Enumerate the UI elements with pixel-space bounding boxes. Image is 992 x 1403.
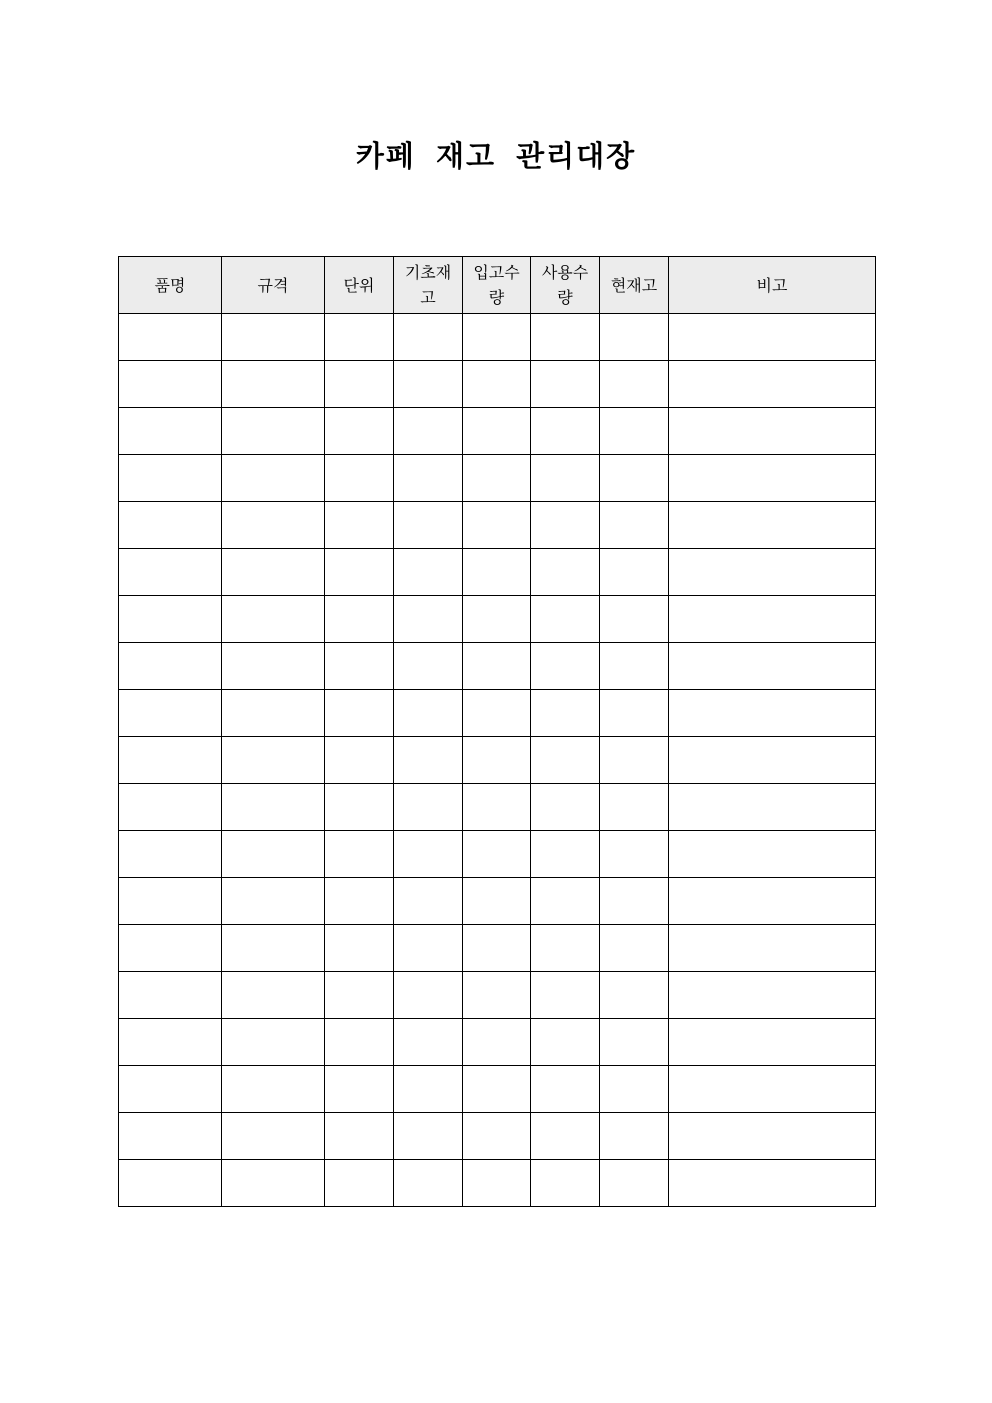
table-cell[interactable] <box>394 737 463 784</box>
table-cell[interactable] <box>669 314 876 361</box>
table-cell[interactable] <box>463 1019 531 1066</box>
table-cell[interactable] <box>669 925 876 972</box>
table-cell[interactable] <box>531 314 600 361</box>
table-cell[interactable] <box>222 314 325 361</box>
table-cell[interactable] <box>600 1019 669 1066</box>
table-cell[interactable] <box>222 596 325 643</box>
table-cell[interactable] <box>669 1066 876 1113</box>
table-cell[interactable] <box>325 1113 394 1160</box>
table-cell[interactable] <box>531 643 600 690</box>
table-cell[interactable] <box>531 502 600 549</box>
table-cell[interactable] <box>222 925 325 972</box>
table-cell[interactable] <box>600 502 669 549</box>
table-cell[interactable] <box>222 361 325 408</box>
table-cell[interactable] <box>119 1113 222 1160</box>
table-cell[interactable] <box>531 972 600 1019</box>
table-cell[interactable] <box>394 361 463 408</box>
table-cell[interactable] <box>669 549 876 596</box>
table-cell[interactable] <box>669 1019 876 1066</box>
table-row <box>119 1066 876 1113</box>
table-cell[interactable] <box>531 690 600 737</box>
table-cell[interactable] <box>325 1066 394 1113</box>
table-cell[interactable] <box>325 502 394 549</box>
table-cell[interactable] <box>669 1113 876 1160</box>
table-cell[interactable] <box>325 408 394 455</box>
table-cell[interactable] <box>325 737 394 784</box>
table-cell[interactable] <box>600 408 669 455</box>
table-cell[interactable] <box>119 455 222 502</box>
table-cell[interactable] <box>600 831 669 878</box>
table-cell[interactable] <box>531 925 600 972</box>
table-cell[interactable] <box>119 502 222 549</box>
table-cell[interactable] <box>222 408 325 455</box>
table-cell[interactable] <box>463 1066 531 1113</box>
table-cell[interactable] <box>119 925 222 972</box>
table-cell[interactable] <box>325 831 394 878</box>
table-cell[interactable] <box>394 314 463 361</box>
table-cell[interactable] <box>119 361 222 408</box>
table-cell[interactable] <box>600 878 669 925</box>
table-cell[interactable] <box>119 690 222 737</box>
table-cell[interactable] <box>669 784 876 831</box>
table-row <box>119 784 876 831</box>
table-row <box>119 596 876 643</box>
table-cell[interactable] <box>463 972 531 1019</box>
table-cell[interactable] <box>531 1066 600 1113</box>
table-cell[interactable] <box>325 690 394 737</box>
table-cell[interactable] <box>531 361 600 408</box>
table-cell[interactable] <box>600 596 669 643</box>
table-cell[interactable] <box>394 1160 463 1207</box>
table-cell[interactable] <box>531 784 600 831</box>
table-cell[interactable] <box>600 972 669 1019</box>
table-row <box>119 878 876 925</box>
table-cell[interactable] <box>463 455 531 502</box>
table-cell[interactable] <box>463 831 531 878</box>
table-cell[interactable] <box>669 878 876 925</box>
table-cell[interactable] <box>600 1113 669 1160</box>
table-cell[interactable] <box>119 1066 222 1113</box>
table-cell[interactable] <box>119 878 222 925</box>
table-cell[interactable] <box>222 455 325 502</box>
table-cell[interactable] <box>531 737 600 784</box>
table-cell[interactable] <box>222 643 325 690</box>
table-cell[interactable] <box>669 502 876 549</box>
table-cell[interactable] <box>394 596 463 643</box>
table-cell[interactable] <box>669 408 876 455</box>
table-cell[interactable] <box>325 1019 394 1066</box>
table-cell[interactable] <box>394 1019 463 1066</box>
header-item-name: 품명 <box>119 257 222 314</box>
table-row <box>119 690 876 737</box>
table-cell[interactable] <box>463 314 531 361</box>
table-cell[interactable] <box>325 1160 394 1207</box>
table-cell[interactable] <box>119 737 222 784</box>
table-cell[interactable] <box>531 549 600 596</box>
table-cell[interactable] <box>222 784 325 831</box>
header-used-qty: 사용수량 <box>531 257 600 314</box>
table-cell[interactable] <box>394 690 463 737</box>
table-cell[interactable] <box>325 361 394 408</box>
header-received-qty: 입고수량 <box>463 257 531 314</box>
table-cell[interactable] <box>325 643 394 690</box>
table-cell[interactable] <box>394 549 463 596</box>
table-cell[interactable] <box>531 455 600 502</box>
table-cell[interactable] <box>600 455 669 502</box>
table-cell[interactable] <box>600 737 669 784</box>
table-cell[interactable] <box>463 784 531 831</box>
table-cell[interactable] <box>119 408 222 455</box>
table-header-row <box>119 257 876 314</box>
table-cell[interactable] <box>222 549 325 596</box>
table-cell[interactable] <box>531 1160 600 1207</box>
header-opening-stock: 기초재고 <box>394 257 463 314</box>
table-cell[interactable] <box>325 925 394 972</box>
table-cell[interactable] <box>531 408 600 455</box>
table-cell[interactable] <box>463 925 531 972</box>
table-row <box>119 455 876 502</box>
table-cell[interactable] <box>463 596 531 643</box>
table-cell[interactable] <box>531 878 600 925</box>
table-cell[interactable] <box>222 1113 325 1160</box>
table-cell[interactable] <box>325 455 394 502</box>
table-cell[interactable] <box>325 878 394 925</box>
table-cell[interactable] <box>531 831 600 878</box>
table-cell[interactable] <box>463 1113 531 1160</box>
table-body <box>119 314 876 1207</box>
table-cell[interactable] <box>463 408 531 455</box>
table-cell[interactable] <box>531 1113 600 1160</box>
table-cell[interactable] <box>669 737 876 784</box>
table-row <box>119 925 876 972</box>
table-cell[interactable] <box>600 361 669 408</box>
table-row <box>119 1160 876 1207</box>
table-cell[interactable] <box>669 596 876 643</box>
table-cell[interactable] <box>222 1019 325 1066</box>
table-cell[interactable] <box>463 1160 531 1207</box>
table-cell[interactable] <box>394 1113 463 1160</box>
header-remarks: 비고 <box>669 257 876 314</box>
table-row <box>119 831 876 878</box>
table-cell[interactable] <box>463 502 531 549</box>
table-cell[interactable] <box>600 549 669 596</box>
table-cell[interactable] <box>119 596 222 643</box>
table-cell[interactable] <box>463 361 531 408</box>
header-spec: 규격 <box>222 257 325 314</box>
table-cell[interactable] <box>600 1066 669 1113</box>
table-cell[interactable] <box>600 1160 669 1207</box>
table-cell[interactable] <box>325 784 394 831</box>
table-cell[interactable] <box>394 502 463 549</box>
table-cell[interactable] <box>669 1160 876 1207</box>
table-cell[interactable] <box>222 972 325 1019</box>
table-row <box>119 643 876 690</box>
table-cell[interactable] <box>463 878 531 925</box>
table-cell[interactable] <box>394 831 463 878</box>
table-cell[interactable] <box>325 314 394 361</box>
table-cell[interactable] <box>325 972 394 1019</box>
table-cell[interactable] <box>463 643 531 690</box>
table-row <box>119 972 876 1019</box>
table-cell[interactable] <box>394 972 463 1019</box>
page-title: 카페 재고 관리대장 <box>355 139 637 173</box>
table-cell[interactable] <box>119 784 222 831</box>
table-row <box>119 1113 876 1160</box>
table-cell[interactable] <box>119 643 222 690</box>
table-cell[interactable] <box>394 643 463 690</box>
table-cell[interactable] <box>119 314 222 361</box>
table-cell[interactable] <box>600 643 669 690</box>
table-row <box>119 1019 876 1066</box>
table-cell[interactable] <box>600 925 669 972</box>
table-cell[interactable] <box>119 1019 222 1066</box>
table-cell[interactable] <box>600 690 669 737</box>
table-cell[interactable] <box>394 878 463 925</box>
table-cell[interactable] <box>222 1160 325 1207</box>
header-current-stock: 현재고 <box>600 257 669 314</box>
table-cell[interactable] <box>669 690 876 737</box>
inventory-table <box>118 256 876 1207</box>
table-cell[interactable] <box>119 831 222 878</box>
table-cell[interactable] <box>119 549 222 596</box>
table-row <box>119 314 876 361</box>
table-cell[interactable] <box>531 1019 600 1066</box>
table-cell[interactable] <box>222 502 325 549</box>
table-cell[interactable] <box>669 972 876 1019</box>
table-cell[interactable] <box>394 408 463 455</box>
table-cell[interactable] <box>325 549 394 596</box>
table-cell[interactable] <box>222 831 325 878</box>
table-row <box>119 408 876 455</box>
table-cell[interactable] <box>600 314 669 361</box>
table-cell[interactable] <box>222 737 325 784</box>
table-cell[interactable] <box>222 878 325 925</box>
table-cell[interactable] <box>669 831 876 878</box>
table-cell[interactable] <box>119 1160 222 1207</box>
table-row <box>119 737 876 784</box>
header-unit: 단위 <box>325 257 394 314</box>
table-cell[interactable] <box>119 972 222 1019</box>
table-cell[interactable] <box>325 596 394 643</box>
table-row <box>119 549 876 596</box>
table-row <box>119 502 876 549</box>
table-cell[interactable] <box>669 455 876 502</box>
table-cell[interactable] <box>222 1066 325 1113</box>
table-cell[interactable] <box>669 643 876 690</box>
table-cell[interactable] <box>669 361 876 408</box>
table-cell[interactable] <box>394 784 463 831</box>
table-cell[interactable] <box>463 549 531 596</box>
table-cell[interactable] <box>463 737 531 784</box>
table-cell[interactable] <box>394 1066 463 1113</box>
table-cell[interactable] <box>394 455 463 502</box>
table-cell[interactable] <box>394 925 463 972</box>
table-cell[interactable] <box>600 784 669 831</box>
table-cell[interactable] <box>222 690 325 737</box>
table-cell[interactable] <box>531 596 600 643</box>
table-row <box>119 361 876 408</box>
table-cell[interactable] <box>463 690 531 737</box>
